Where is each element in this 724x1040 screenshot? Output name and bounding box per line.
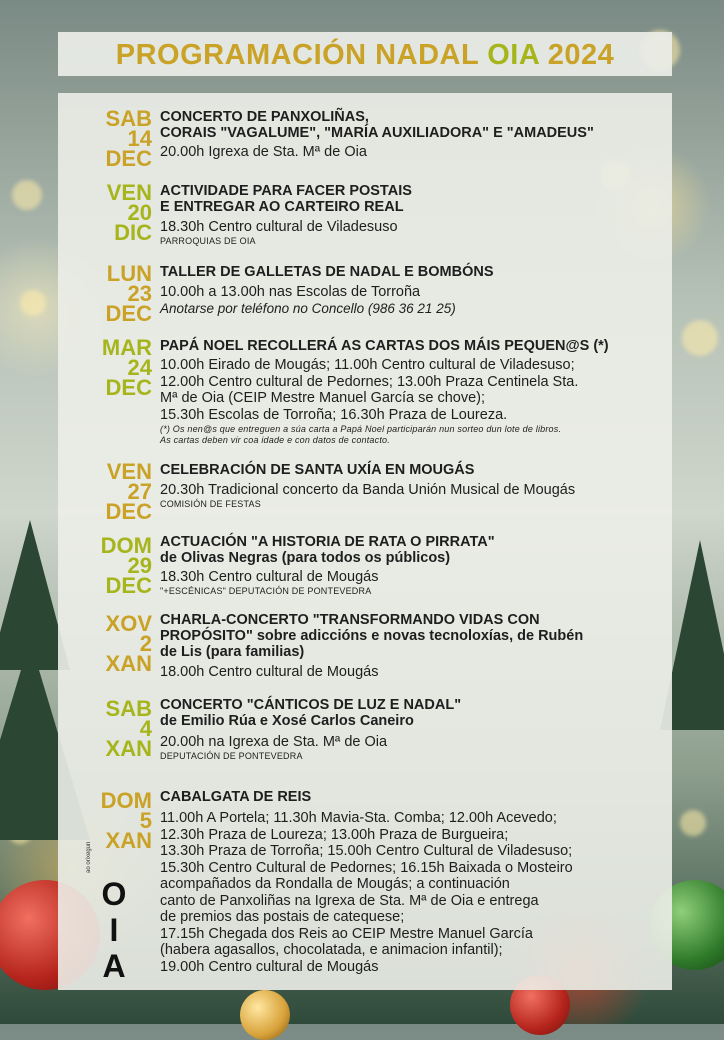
event-month: DIC [114,220,152,245]
event-weekday: DOM [100,533,152,558]
event-day-number: 5 [139,808,152,833]
event-details [160,183,668,247]
event-month: XAN [105,828,152,853]
event-time-place: 10.00h Eirado de Mougás; 11.00h Centro cultural de Viladesuso; [160,357,575,373]
event-details [160,338,668,446]
program-panel [58,93,672,990]
event-month: DEC [105,375,152,400]
event-time-place: 15.30h Escolas de Torroña; 16.30h Praza de Loureza. [160,406,508,423]
event-title: ACTIVIDADE PARA FACER POSTAIS [160,183,412,199]
event-month: DEC [105,573,152,598]
bokeh-light [20,290,46,316]
event-time-place: 15.30h Centro Cultural de Pedornes; 16.15h Baixada o Mosteiro [160,859,573,876]
logo-letter: A [102,948,126,984]
event-details [160,612,668,681]
event-title: PROPÓSITO" sobre adiccións e novas tecnoloxías, de Rubén [160,628,584,644]
event-time-place: 11.00h A Portela; 11.30h Mavia-Sta. Comba; 12.00h Acevedo; [160,810,557,826]
event-title: de Lis (para familias) [160,644,305,660]
event-day-number: 27 [127,479,152,504]
event-time-place: canto de Panxoliñas na Igrexa de Sta. Mª de Oia e entrega [160,892,539,909]
event-month: DEC [105,146,152,171]
event-time-place: de premios das postais de catequese; [160,909,405,925]
bokeh-light [680,810,706,836]
event-month: XAN [105,736,152,761]
event-title: de Olivas Negras (para todos os públicos) [160,550,451,566]
event-date [66,459,152,524]
event-title: TALLER DE GALLETAS DE NADAL E BOMBÓNS [160,264,494,280]
event-title: CABALGATA DE REIS [160,789,312,805]
title-year: 2024 [539,39,615,71]
event-day-number: 14 [127,126,152,151]
event-day-number: 24 [127,355,152,380]
event-time-place: (habera agasallos, chocolatada, e animacion infantil); [160,942,503,958]
event-details [160,109,668,161]
event-date [66,533,152,598]
event-time-place: 13.30h Praza de Torroña; 15.00h Centro Cultural de Viladesuso; [160,843,573,859]
event-title: CONCERTO "CÁNTICOS DE LUZ E NADAL" [160,697,462,713]
logo-tagline: ao orixegun [86,841,92,873]
event-date [66,106,152,171]
event-date [66,611,152,676]
event-weekday: XOV [105,611,152,636]
oia-logo [96,876,132,984]
event-time-place: 12.30h Praza de Loureza; 13.00h Praza de Burgueira; [160,826,509,843]
event-title: de Emilio Rúa e Xosé Carlos Caneiro [160,713,414,729]
event-month: DEC [105,301,152,326]
ornament-ball-gold [240,990,290,1040]
event-time-place: 12.00h Centro cultural de Pedornes; 13.00h Praza Centinela Sta. [160,373,579,390]
event-details [160,264,668,317]
event-title: CHARLA-CONCERTO "TRANSFORMANDO VIDAS CON [160,612,540,628]
title-banner [58,32,672,76]
event-organizer: "+ESCÉNICAS" DEPUTACIÓN DE PONTEVEDRA [160,585,372,596]
event-date [66,335,152,400]
event-details [160,534,668,597]
event-time-place: 18.00h Centro cultural de Mougás [160,664,379,680]
event-time-place: 20.00h Igrexa de Sta. Mª de Oia [160,144,367,160]
event-month: XAN [105,651,152,676]
event-date [66,788,152,853]
event-organizer: COMISIÓN DE FESTAS [160,498,261,509]
event-weekday: MAR [101,335,152,360]
event-organizer: DEPUTACIÓN DE PONTEVEDRA [160,750,303,761]
title-highlight: OIA [487,39,540,71]
event-title: CONCERTO DE PANXOLIÑAS, [160,109,369,125]
event-details [160,697,668,762]
event-weekday: LUN [106,261,152,286]
event-organizer: PARROQUIAS DE OIA [160,235,256,246]
event-time-place: 18.30h Centro cultural de Mougás [160,569,379,585]
event-title: CORAIS "VAGALUME", "MARÍA AUXILIADORA" E "AMADEUS" [160,125,594,141]
event-details [160,462,668,510]
logo-letter: O [101,876,127,912]
event-date [66,696,152,761]
logo-letter: I [109,912,119,948]
event-time-place: 20.00h na Igrexa de Sta. Mª de Oia [160,734,388,750]
event-time-place: acompañados da Rondalla de Mougás; a continuación [160,876,510,892]
event-time-place: 19.00h Centro cultural de Mougás [160,958,379,975]
event-time-place: Mª de Oia (CEIP Mestre Manuel García se chove); [160,390,486,406]
event-time-place: 10.00h a 13.00h nas Escolas de Torroña [160,284,421,300]
event-day-number: 29 [127,553,152,578]
event-weekday: VEN [106,459,152,484]
event-title: E ENTREGAR AO CARTEIRO REAL [160,199,404,215]
event-details [160,789,668,975]
event-title: PAPÁ NOEL RECOLLERÁ AS CARTAS DOS MÁIS PEQUEN@S (*) [160,338,609,354]
event-weekday: DOM [100,788,152,813]
bokeh-light [12,180,42,210]
bokeh-light [682,320,718,356]
event-footnote: (*) Os nen@s que entreguen a súa carta a Papá Noel participarán nun sorteo dun lote de libros. [160,424,562,434]
event-note: Anotarse por teléfono no Concello (986 36 21 25) [160,300,456,316]
event-time-place: 17.15h Chegada dos Reis ao CEIP Mestre Manuel García [160,925,533,942]
event-date [66,261,152,326]
title-text: PROGRAMACIÓN NADAL [115,39,488,71]
event-day-number: 23 [127,281,152,306]
event-day-number: 20 [127,200,152,225]
event-day-number: 4 [139,716,152,741]
event-weekday: SAB [105,696,152,721]
page-title [58,39,672,72]
event-weekday: VEN [106,180,152,205]
event-time-place: 18.30h Centro cultural de Viladesuso [160,219,398,235]
event-month: DEC [105,499,152,524]
event-title: ACTUACIÓN "A HISTORIA DE RATA O PIRRATA" [160,534,495,550]
event-date [66,180,152,245]
event-weekday: SAB [105,106,152,131]
event-footnote: As cartas deben vir coa idade e con datos de contacto. [160,435,390,445]
event-time-place: 20.30h Tradicional concerto da Banda Unión Musical de Mougás [160,482,576,498]
event-day-number: 2 [139,631,152,656]
event-title: CELEBRACIÓN DE SANTA UXÍA EN MOUGÁS [160,462,475,478]
